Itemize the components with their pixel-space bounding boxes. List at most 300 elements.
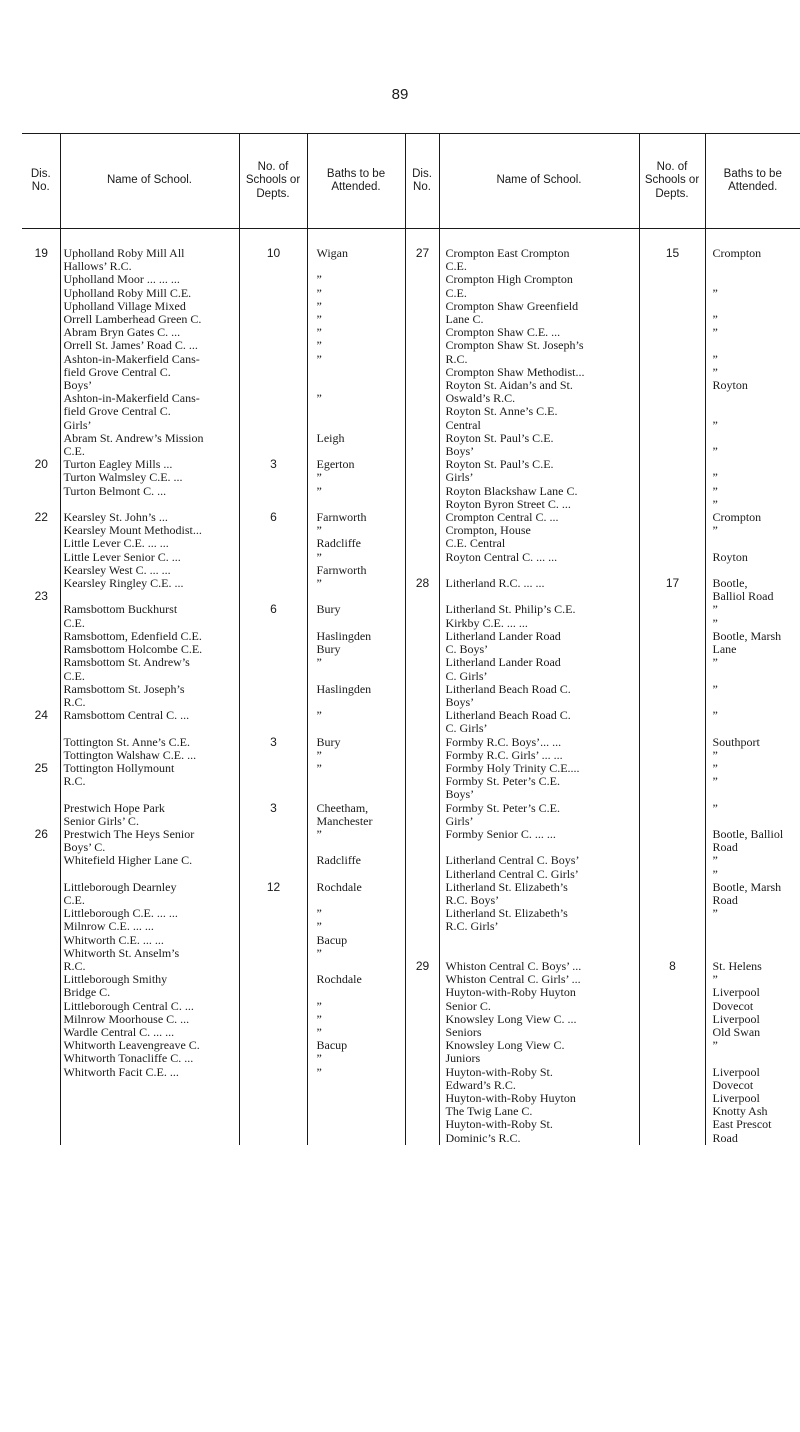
table-entry [25,1000,58,1013]
table-entry: Seniors [445,1024,482,1039]
table-entry [409,1013,437,1026]
table-entry: Littleborough Central C. ... [63,998,194,1013]
table-entry: Litherland St. Philip’s C.E. [445,602,576,617]
col-left-dis [22,229,60,1145]
body-row [22,229,800,1145]
table-entry: ” [712,866,718,881]
table-entry: Crompton, House [445,523,531,538]
header-baths-left: Baths to be Attended. [307,134,405,229]
table-entry: Milnrow Moorhouse C. ... [63,1011,190,1026]
table-entry: ” [316,298,322,313]
table-entry: ” [316,338,322,353]
table-entry [643,920,703,933]
table-entry [25,683,58,696]
table-entry [643,551,703,564]
table-entry: 25 [34,760,48,775]
table-entry [409,854,437,867]
table-entry: Kearsley Ringley C.E. ... [63,576,184,591]
table-entry: Wardle Central C. ... ... [63,1024,175,1039]
table-entry: Litherland Beach Road C. [445,708,571,723]
table-entry: ” [316,391,322,406]
table-entry: C. Girls’ [445,721,488,736]
table-entry: Littleborough Dearnley [63,879,177,894]
table-entry: Balliol Road [712,589,774,604]
table-entry: Kirkby C.E. ... ... [445,615,528,630]
table-entry [409,551,437,564]
table-entry: Litherland St. Elizabeth’s [445,879,568,894]
header-schools-count-right: No. of Schools or Depts. [639,134,705,229]
table-entry [643,353,703,366]
table-entry: Bootle, Balliol [712,826,784,841]
table-entry: Crompton [712,510,762,525]
table-entry [409,881,437,894]
table-entry: Whitworth Tonacliffe C. ... [63,1051,194,1066]
table-entry: ” [712,285,718,300]
table-entry: Edward’s R.C. [445,1077,516,1092]
table-entry [25,815,58,828]
table-entry: Formby R.C. Boys’... ... [445,734,562,749]
table-entry: 15 [665,246,680,260]
table-entry: 10 [266,246,281,260]
table-entry: Crompton Shaw Methodist... [445,364,585,379]
table-entry [643,736,703,749]
table-entry: Knowsley Long View C. ... [445,1011,577,1026]
table-entry: Royton St. Anne’s C.E. [445,404,558,419]
table-entry: 29 [415,958,430,973]
table-entry: Ramsbottom, Edenfield C.E. [63,628,202,643]
table-entry: ” [316,747,322,762]
table-entry: Road [712,840,738,855]
table-entry [64,788,237,801]
table-entry [243,1013,305,1026]
col-left-schools [239,229,307,1145]
table-entry: R.C. [63,774,86,789]
table-entry: field Grove Central C. [63,364,171,379]
table-entry: R.C. [445,351,468,366]
table-entry [243,947,305,960]
table-entry: ” [316,1011,322,1026]
table-entry [643,405,703,418]
table-entry: C.E. [445,259,467,274]
table-entry: Bacup [316,1038,348,1053]
table-entry: Ramsbottom St. Joseph’s [63,681,185,696]
table-entry: Little Lever Senior C. ... [63,549,181,564]
table-entry: Royton St. Aidan’s and St. [445,378,573,393]
col-right-baths [705,229,800,1145]
table-entry [643,287,703,300]
table-entry [243,405,305,418]
table-entry: Liverpool [712,1091,760,1105]
col-left-name [60,229,239,1145]
table-entry: Abram Bryn Gates C. ... [63,325,181,340]
table-entry: ” [316,272,322,287]
table-entry: Royton St. Paul’s C.E. [445,430,554,445]
table-entry [643,881,703,894]
table-entry [713,273,799,286]
table-entry: Huyton-with-Roby Huyton [445,1091,576,1105]
table-entry [317,670,403,683]
table-entry [243,537,305,550]
table-entry [643,1052,703,1065]
table-entry: Crompton Shaw Greenfield [445,298,579,313]
table-entry: Southport [712,734,760,749]
table-entry: Farnworth [316,562,367,577]
table-entry [409,339,437,352]
table-entry [713,947,799,960]
table-entry [409,986,437,999]
table-entry [643,788,703,801]
table-entry [317,366,403,379]
table-entry: Boys’ [445,694,475,709]
table-entry: Litherland St. Elizabeth’s [445,906,568,921]
table-entry: ” [316,483,322,498]
table-entry [25,736,58,749]
table-entry [243,1066,305,1079]
table-entry [409,287,437,300]
table-entry: Crompton Shaw C.E. ... [445,325,561,340]
table-entry [243,617,305,630]
col-right-name [439,229,639,1145]
table-entry: Ashton-in-Makerfield Cans- [63,351,200,366]
table-entry: ” [712,417,718,432]
table-entry: ” [316,470,322,485]
table-entry [409,485,437,498]
table-entry: Kearsley St. John’s ... [63,510,168,525]
table-entry: ” [316,655,322,670]
table-entry: Litherland Central C. Girls’ [445,866,579,881]
table-entry: ” [712,325,718,340]
table-entry: Haslingden [316,681,372,696]
table-entry: ” [316,312,322,327]
table-entry [643,722,703,735]
table-entry [409,920,437,933]
header-school-name-right: Name of School. [439,134,639,229]
header-row [22,134,800,229]
table-entry: 26 [34,826,48,841]
table-entry: The Twig Lane C. [445,1104,533,1119]
table-entry: Crompton [712,246,762,260]
table-entry: Knowsley Long View C. [445,1038,565,1053]
table-entry: ” [712,312,718,327]
table-entry [643,670,703,683]
table-entry: ” [712,906,718,921]
table-entry: Bury [316,734,341,749]
table-entry [713,300,799,313]
table-entry [243,683,305,696]
table-entry: R.C. [63,958,86,973]
table-entry: Radcliffe [316,853,361,868]
table-entry: R.C. [63,694,86,709]
table-entry: Royton Central C. ... ... [445,549,558,564]
table-entry: Road [712,892,738,907]
table-entry: Dominic’s R.C. [445,1130,521,1145]
table-entry [409,1105,437,1118]
table-entry: Cheetham, [316,800,369,815]
table-entry: ” [712,708,718,723]
table-entry: ” [316,708,322,723]
table-entry: ” [316,549,322,564]
table-entry: Egerton [316,457,355,472]
table-entry [243,934,305,947]
table-entry [409,656,437,669]
table-entry: ” [316,1064,322,1079]
table-entry [643,854,703,867]
table-entry [243,854,305,867]
table-entry [25,1013,58,1026]
table-entry [243,749,305,762]
table-entry: Huyton-with-Roby St. [445,1064,553,1079]
table-entry [643,1000,703,1013]
table-entry: 19 [34,246,48,260]
table-entry [317,696,403,709]
table-entry [643,656,703,669]
table-entry: Turton Eagley Mills ... [63,457,173,472]
table-entry [317,379,403,392]
table-entry [317,788,403,801]
table-entry [243,551,305,564]
table-entry [317,722,403,735]
table-entry [643,603,703,616]
table-entry [643,1013,703,1026]
table-entry: Bacup [316,932,348,947]
table-entry [409,749,437,762]
table-entry [25,419,58,432]
table-entry [243,815,305,828]
table-entry [243,656,305,669]
table-entry [409,617,437,630]
table-entry: Liverpool [712,1064,760,1079]
table-entry: Girls’ [445,470,474,485]
table-entry [409,868,437,881]
table-entry [643,471,703,484]
table-entry: Whitworth Facit C.E. ... [63,1064,179,1079]
table-entry: Ramsbottom St. Andrew’s [63,655,190,670]
table-entry: Whiston Central C. Boys’ ... [445,958,582,973]
table-entry: 3 [270,457,277,472]
table-entry: ” [712,972,718,987]
table-entry: Liverpool [712,1011,760,1026]
table-entry: ” [712,351,718,366]
table-entry: 28 [415,576,430,591]
table-entry: 22 [34,510,48,525]
table-entry [713,405,799,418]
table-entry: Crompton High Crompton [445,272,573,287]
table-entry: ” [712,853,718,868]
table-entry [25,353,58,366]
table-entry: Litherland Lander Road [445,655,561,670]
table-entry: Whitworth Leavengreave C. [63,1038,200,1053]
table-entry: ” [712,615,718,630]
table-entry: ” [712,444,718,459]
table-entry [25,287,58,300]
table-entry: Formby Holy Trinity C.E.... [445,760,580,775]
table-entry [409,815,437,828]
col-right-dis [405,229,439,1145]
table-entry [25,947,58,960]
table-entry [25,603,58,616]
table-entry: R.C. Girls’ [445,919,499,934]
table-entry: Orrell Lamberhead Green C. [63,312,202,327]
table-entry: Ramsbottom Buckhurst [63,602,178,617]
table-entry: ” [316,523,322,538]
header-school-name-left: Name of School. [60,134,239,229]
table-entry [713,339,799,352]
table-entry [713,670,799,683]
table-entry [409,1052,437,1065]
table-entry [409,947,437,960]
table-entry: ” [712,774,718,789]
table-entry: Litherland Lander Road [445,628,561,643]
table-entry: Royton St. Paul’s C.E. [445,457,554,472]
table-entry: C.E. [63,444,85,459]
table-entry [25,920,58,933]
table-entry: 23 [34,589,48,604]
table-entry: Littleborough C.E. ... ... [63,906,178,921]
table-entry: Formby St. Peter’s C.E. [445,800,560,815]
table-entry [713,696,799,709]
table-entry [643,273,703,286]
table-entry: 27 [415,246,430,260]
table-entry [317,405,403,418]
table-entry: Huyton-with-Roby Huyton [445,985,576,1000]
col-right-schools [639,229,705,1145]
table-entry: ” [316,351,322,366]
table-entry [25,722,58,735]
table-entry: Rochdale [316,972,362,987]
table-entry [25,339,58,352]
table-entry: ” [316,325,322,340]
table-entry [643,537,703,550]
table-entry [243,287,305,300]
table-entry [64,722,237,735]
table-entry: Farnworth [316,510,367,525]
table-entry: ” [712,470,718,485]
table-entry: Radcliffe [316,536,361,551]
table-entry: C.E. Central [445,536,506,551]
table-entry: 8 [669,958,676,973]
table-entry: Whitefield Higher Lane C. [63,853,193,868]
table-entry: ” [712,760,718,775]
table-entry: Prestwich Hope Park [63,800,165,815]
table-entry [446,934,637,947]
table-entry [713,788,799,801]
table-entry: Boys’ [63,378,93,393]
table-entry: 3 [270,734,277,749]
table-entry [643,683,703,696]
table-entry: Prestwich The Heys Senior [63,826,195,841]
table-entry: 6 [270,602,277,617]
table-entry: C.E. [63,892,85,907]
table-entry: Tottington Hollymount [63,760,175,775]
table-entry: Road [712,1130,738,1145]
table-entry [643,617,703,630]
table-entry: Bridge C. [63,985,111,1000]
table-entry: Bury [316,602,341,617]
table-entry [409,802,437,815]
table-entry [409,736,437,749]
table-entry [409,419,437,432]
table-entry: Little Lever C.E. ... ... [63,536,169,551]
table-entry: 24 [34,708,48,723]
table-entry: Crompton East Crompton [445,246,570,260]
table-entry: Tottington St. Anne’s C.E. [63,734,191,749]
table-entry: Litherland Central C. Boys’ [445,853,580,868]
table-entry: Boys’ [445,787,475,802]
table-entry [25,749,58,762]
page-number: 89 [391,86,409,103]
table-entry: Liverpool [712,985,760,1000]
table-entry: Bootle, [712,576,748,591]
table-entry: ” [316,1051,322,1066]
table-entry: C.E. [445,285,467,300]
table-entry: Leigh [316,430,345,445]
table-entry: Upholland Moor ... ... ... [63,272,180,287]
table-entry [25,1039,58,1052]
table-entry [243,788,305,801]
table-entry [713,934,799,947]
table-entry: Crompton Shaw St. Joseph’s [445,338,584,353]
table-entry: Manchester [316,813,373,828]
table-entry: ” [316,919,322,934]
table-entry: ” [316,576,322,591]
table-entry [643,749,703,762]
table-entry: Dovecot [712,998,754,1013]
table-entry: Hallows’ R.C. [63,259,132,274]
table-entry: Ramsbottom Holcombe C.E. [63,642,203,657]
table-entry: 6 [270,510,277,525]
table-entry: C.E. [63,615,85,630]
table-entry [713,537,799,550]
table-entry [643,947,703,960]
table-entry: Whitworth C.E. ... ... [63,932,164,947]
table-entry [25,670,58,683]
table-entry [243,353,305,366]
table-entry: Haslingden [316,628,372,643]
table-entry [317,894,403,907]
table-entry [409,471,437,484]
table-entry [643,1066,703,1079]
table-entry: Huyton-with-Roby St. [445,1117,553,1132]
table-entry [713,722,799,735]
table-entry: Knotty Ash [712,1104,768,1119]
table-entry [25,986,58,999]
table-entry: Upholland Roby Mill All [63,246,185,260]
table-entry [643,815,703,828]
table-entry [409,537,437,550]
table-entry [713,260,799,273]
table-entry [643,868,703,881]
table-entry [643,802,703,815]
table-entry: 17 [665,576,680,591]
table-entry [643,934,703,947]
table-entry [243,471,305,484]
table-entry: ” [316,826,322,841]
col-left-baths [307,229,405,1145]
table-entry: Royton Blackshaw Lane C. [445,483,578,498]
table-entry [409,273,437,286]
table-entry: Boys’ [445,444,475,459]
table-entry: Kearsley Mount Methodist... [63,523,202,538]
table-entry: Litherland R.C. ... ... [445,576,545,591]
table-entry [409,788,437,801]
table-entry [317,260,403,273]
table-entry: Formby Senior C. ... ... [445,826,556,841]
table-entry: Formby St. Peter’s C.E. [445,774,560,789]
table-entry: Boys’ C. [63,840,106,855]
table-entry [25,854,58,867]
table-entry: 12 [266,879,281,894]
table-entry: Girls’ [63,417,92,432]
